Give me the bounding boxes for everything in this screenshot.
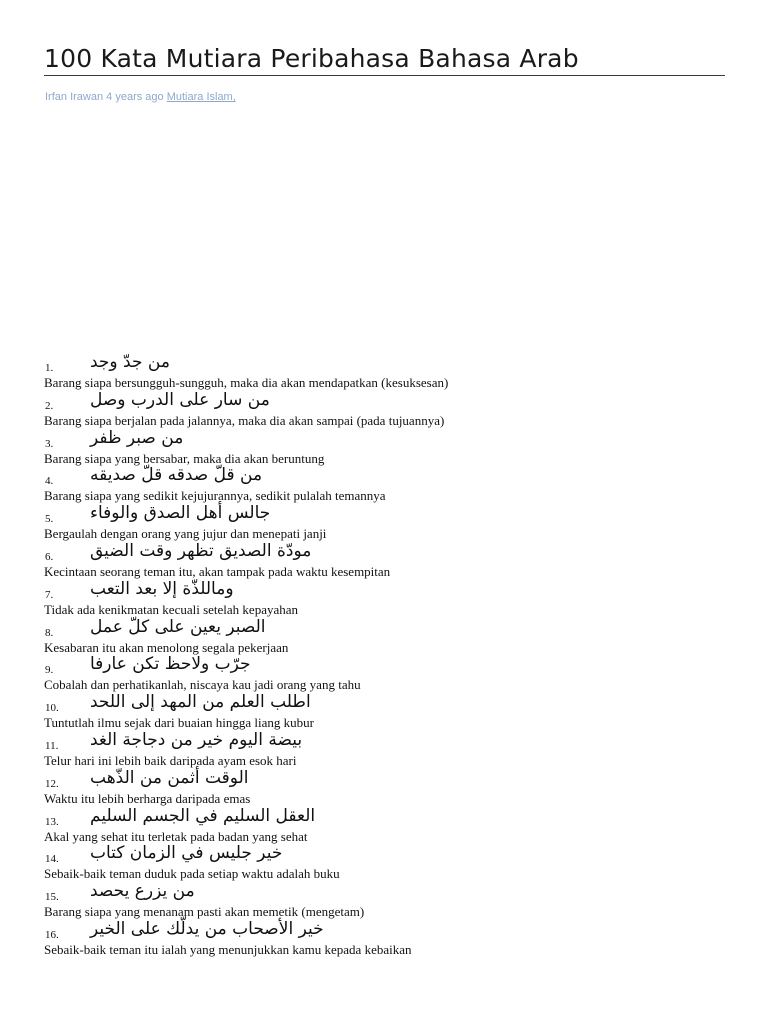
proverb-arabic-line (44, 919, 744, 941)
proverb-arabic-line (44, 579, 744, 601)
proverb-item (44, 352, 744, 390)
post-meta (45, 91, 236, 103)
proverb-arabic-text: الصبر يعين على كلّ عمل (90, 616, 266, 637)
proverb-translation: Barang siapa bersungguh-sungguh, maka dia akan mendapatkan (kesuksesan) (44, 375, 449, 390)
proverb-translation: Barang siapa berjalan pada jalannya, maka dia akan sampai (pada tujuannya) (44, 412, 445, 428)
proverb-item (44, 843, 744, 881)
proverb-arabic-line (44, 428, 744, 450)
proverb-item (44, 541, 744, 579)
proverb-arabic-line (44, 541, 744, 563)
title-divider (44, 75, 725, 76)
proverb-item (44, 579, 744, 617)
proverb-translation: Barang siapa yang menanam pasti akan memetik (mengetam) (44, 904, 365, 920)
proverb-translation: Sebaik-baik teman duduk pada setiap waktu adalah buku (44, 866, 340, 882)
proverb-arabic-text: من صبر ظفر (90, 427, 184, 448)
proverb-number: 6. (45, 550, 54, 563)
proverb-item (44, 390, 744, 428)
proverb-number: 4. (45, 475, 54, 488)
proverb-number: 16. (45, 928, 59, 941)
proverb-arabic-text: العقل السليم في الجسم السليم (90, 805, 316, 826)
proverb-translation: Kesabaran itu akan menolong segala pekerjaan (44, 639, 289, 655)
proverb-translation: Barang siapa yang bersabar, maka dia akan beruntung (44, 450, 325, 466)
proverb-translation: Tidak ada kenikmatan kecuali setelah kepayahan (44, 601, 299, 617)
proverb-number: 1. (45, 362, 54, 374)
proverb-arabic-text: من سار على الدرب وصل (90, 389, 270, 410)
proverb-arabic-line (44, 503, 744, 525)
proverb-translation: Barang siapa yang sedikit kejujurannya, sedikit pulalah temannya (44, 488, 386, 504)
proverb-translation: Kecintaan seorang teman itu, akan tampak pada waktu kesempitan (44, 563, 391, 579)
proverb-arabic-text: خير جليس في الزمان كتاب (90, 843, 283, 864)
proverb-arabic-text: جالس أهل الصدق والوفاء (90, 503, 271, 524)
proverb-item (44, 503, 744, 541)
proverb-item (44, 730, 744, 768)
proverb-number: 15. (45, 891, 59, 904)
proverb-arabic-line (44, 654, 744, 676)
proverb-number: 14. (45, 853, 59, 866)
proverb-item (44, 881, 744, 919)
proverb-arabic-text: خير الأصحاب من يدلّك على الخير (90, 918, 324, 939)
proverb-arabic-line (44, 617, 744, 639)
proverb-item (44, 919, 744, 957)
proverb-translation: Sebaik-baik teman itu ialah yang menunjukkan kamu kepada kebaikan (44, 941, 412, 957)
proverb-number: 2. (45, 399, 54, 412)
proverb-arabic-line (44, 768, 744, 790)
proverb-arabic-line (44, 390, 744, 412)
proverb-number: 7. (45, 588, 54, 601)
proverb-arabic-line (44, 881, 744, 903)
proverb-number: 11. (45, 739, 59, 752)
proverb-number: 3. (45, 437, 54, 450)
proverb-arabic-text: من جدّ وجد (90, 352, 170, 372)
proverb-arabic-line (44, 352, 744, 374)
proverb-arabic-line (44, 730, 744, 752)
proverb-item (44, 806, 744, 844)
proverb-arabic-text: من قلّ صدقه قلّ صديقه (90, 465, 263, 486)
proverb-item (44, 692, 744, 730)
proverb-item (44, 465, 744, 503)
proverb-list (44, 352, 744, 957)
proverb-number: 5. (45, 513, 54, 526)
page-title: 100 Kata Mutiara Peribahasa Bahasa Arab (44, 44, 579, 73)
proverb-arabic-line (44, 692, 744, 714)
proverb-item (44, 428, 744, 466)
proverb-number: 10. (45, 702, 59, 715)
proverb-translation: Tuntutlah ilmu sejak dari buaian hingga liang kubur (44, 715, 314, 731)
proverb-arabic-text: جرّب ولاحظ تكن عارفا (90, 654, 251, 675)
proverb-translation: Cobalah dan perhatikanlah, niscaya kau jadi orang yang tahu (44, 677, 361, 693)
proverb-number: 8. (45, 626, 54, 639)
proverb-arabic-text: من يزرع يحصد (90, 881, 195, 902)
proverb-translation: Bergaulah dengan orang yang jujur dan menepati janji (44, 526, 327, 542)
proverb-translation: Telur hari ini lebih baik daripada ayam esok hari (44, 752, 297, 768)
category-link[interactable]: Mutiara Islam, (166, 91, 236, 103)
proverb-arabic-line (44, 465, 744, 487)
proverb-arabic-text: الوقت أثمن من الذّهب (90, 767, 249, 788)
author-link[interactable]: Irfan Irawan (45, 91, 104, 103)
proverb-item (44, 768, 744, 806)
proverb-number: 9. (45, 664, 54, 677)
proverb-item (44, 654, 744, 692)
post-time-link[interactable]: 4 years ago (106, 91, 164, 103)
proverb-arabic-text: اطلب العلم من المهد إلى اللحد (90, 692, 311, 713)
proverb-number: 13. (45, 815, 59, 828)
proverb-arabic-text: وماللذّة إلا بعد التعب (90, 578, 234, 599)
proverb-arabic-line (44, 806, 744, 828)
proverb-arabic-line (44, 843, 744, 865)
proverb-item (44, 617, 744, 655)
proverb-translation: Waktu itu lebih berharga daripada emas (44, 790, 251, 806)
proverb-number: 12. (45, 777, 59, 790)
proverb-arabic-text: بيضة اليوم خير من دجاجة الغد (90, 729, 303, 750)
proverb-translation: Akal yang sehat itu terletak pada badan yang sehat (44, 828, 308, 844)
proverb-arabic-text: مودّة الصديق تظهر وقت الضيق (90, 540, 312, 561)
